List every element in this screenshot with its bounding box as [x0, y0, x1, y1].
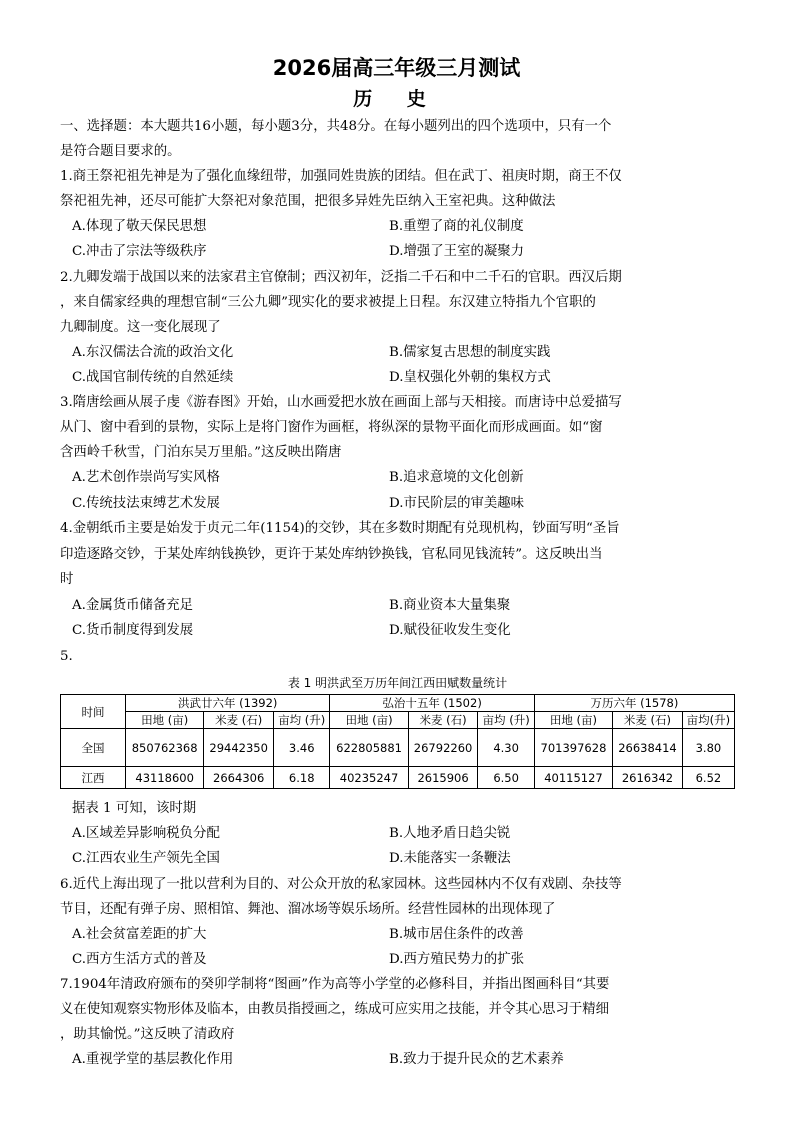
q5-number: 5. [60, 649, 73, 664]
table-header-period: 万历六年 (1578) [534, 695, 734, 712]
table-subheader: 亩均(升) [682, 712, 734, 729]
table-subheader: 田地 (亩) [330, 712, 408, 729]
table-subheader: 米麦 (石) [204, 712, 274, 729]
q4-option-b: B.商业资本大量集聚 [389, 598, 511, 613]
table-cell: 29442350 [204, 729, 274, 767]
table-cell: 26638414 [613, 729, 683, 767]
table-cell: 2616342 [613, 767, 683, 789]
table-subheader: 田地 (亩) [126, 712, 204, 729]
table-cell: 6.18 [274, 767, 330, 789]
table-subheader: 米麦 (石) [613, 712, 683, 729]
table-cell: 6.52 [682, 767, 734, 789]
q6-stem: 节目，还配有弹子房、照相馆、舞池、溜冰场等娱乐场所。经营性园林的出现体现了 [60, 902, 556, 917]
table-subheader: 田地 (亩) [534, 712, 612, 729]
table-cell: 26792260 [408, 729, 478, 767]
q4-option-a: A.金属货币储备充足 [72, 598, 194, 613]
q2-option-b: B.儒家复古思想的制度实践 [389, 345, 551, 360]
q7-option-b: B.致力于提升民众的艺术素养 [389, 1052, 564, 1067]
table-cell: 622805881 [330, 729, 408, 767]
q3-option-d: D.市民阶层的审美趣味 [389, 496, 525, 511]
q2-stem: 九卿制度。这一变化展现了 [60, 320, 221, 335]
q1-option-a: A.体现了敬天保民思想 [72, 219, 207, 234]
exam-title: 2026届高三年级三月测试 [272, 56, 521, 80]
table-cell: 2615906 [408, 767, 478, 789]
q7-stem: ，助其愉悦。”这反映了清政府 [60, 1027, 235, 1042]
table-row [61, 767, 735, 789]
table-cell: 3.80 [682, 729, 734, 767]
table-subheader: 亩均 (升) [274, 712, 330, 729]
q2-option-c: C.战国官制传统的自然延续 [72, 370, 234, 385]
table-cell: 40235247 [330, 767, 408, 789]
q1-stem: 祭祀祖先神，还尽可能扩大祭祀对象范围，把很多异姓先臣纳入王室祀典。这种做法 [60, 194, 556, 209]
q6-option-b: B.城市居住条件的改善 [389, 927, 524, 942]
q3-option-b: B.追求意境的文化创新 [389, 470, 524, 485]
q3-stem: 含西岭千秋雪，门泊东吴万里船。”这反映出隋唐 [60, 445, 342, 460]
table-cell: 2664306 [204, 767, 274, 789]
table-header-period: 弘治十五年 (1502) [330, 695, 534, 712]
table-subheader: 米麦 (石) [408, 712, 478, 729]
table-cell: 701397628 [534, 729, 612, 767]
table-cell: 6.50 [478, 767, 534, 789]
q5-option-a: A.区域差异影响税负分配 [72, 826, 220, 841]
q5-option-d: D.未能落实一条鞭法 [389, 851, 511, 866]
q3-option-c: C.传统技法束缚艺术发展 [72, 496, 220, 511]
q2-option-a: A.东汉儒法合流的政治文化 [72, 345, 234, 360]
section-instruction-cont: 是符合题目要求的。 [60, 144, 181, 159]
table-cell: 40115127 [534, 767, 612, 789]
section-instruction: 一、选择题：本大题共16小题，每小题3分，共48分。在每小题列出的四个选项中，只有一个 [60, 119, 612, 134]
table-caption: 表 1 明洪武至万历年间江西田赋数量统计 [287, 676, 508, 690]
q1-option-d: D.增强了王室的凝聚力 [389, 244, 525, 259]
q6-option-c: C.西方生活方式的普及 [72, 952, 207, 967]
q5-stem: 据表 1 可知，该时期 [72, 801, 197, 816]
q4-option-c: C.货币制度得到发展 [72, 623, 194, 638]
q1-option-b: B.重塑了商的礼仪制度 [389, 219, 524, 234]
q2-stem: 2.九卿发端于战国以来的法家君主官僚制；西汉初年，泛指二千石和中二千石的官职。西汉后期 [60, 270, 622, 285]
row-label: 全国 [61, 729, 126, 767]
q2-stem: ，来自儒家经典的理想官制“三公九卿”现实化的要求被提上日程。东汉建立特指九个官职的 [60, 295, 596, 310]
q3-stem: 从门、窗中看到的景物，实际上是将门窗作为画框，将纵深的景物平面化而形成画面。如“窗 [60, 420, 603, 435]
table-header-time: 时间 [61, 695, 126, 729]
table-header-period: 洪武廿六年 (1392) [126, 695, 330, 712]
subject-title: 历 史 [353, 88, 440, 110]
q5-option-c: C.江西农业生产领先全国 [72, 851, 220, 866]
table-cell: 43118600 [126, 767, 204, 789]
q4-option-d: D.赋役征收发生变化 [389, 623, 511, 638]
q2-option-d: D.皇权强化外朝的集权方式 [389, 370, 551, 385]
q1-option-c: C.冲击了宗法等级秩序 [72, 244, 207, 259]
row-label: 江西 [61, 767, 126, 789]
tax-table [60, 694, 735, 789]
q3-stem: 3.隋唐绘画从展子虔《游春图》开始，山水画爱把水放在画面上部与天相接。而唐诗中总爱描写 [60, 395, 622, 410]
table-cell: 4.30 [478, 729, 534, 767]
table-subheader: 亩均 (升) [478, 712, 534, 729]
q7-stem: 义在使知观察实物形体及临本，由教员指授画之，练成可应实用之技能，并令其心思习于精细 [60, 1002, 610, 1017]
q7-option-a: A.重视学堂的基层教化作用 [72, 1052, 234, 1067]
q6-option-d: D.西方殖民势力的扩张 [389, 952, 525, 967]
table-cell: 3.46 [274, 729, 330, 767]
q4-stem: 时 [60, 572, 74, 587]
table-cell: 850762368 [126, 729, 204, 767]
q5-option-b: B.人地矛盾日趋尖锐 [389, 826, 511, 841]
table-row [61, 729, 735, 767]
q1-stem: 1.商王祭祀祖先神是为了强化血缘纽带，加强同姓贵族的团结。但在武丁、祖庚时期，商王不仅 [60, 169, 622, 184]
q6-option-a: A.社会贫富差距的扩大 [72, 927, 207, 942]
q6-stem: 6.近代上海出现了一批以营利为目的、对公众开放的私家园林。这些园林内不仅有戏剧、杂技等 [60, 877, 622, 892]
q3-option-a: A.艺术创作崇尚写实风格 [72, 470, 220, 485]
q4-stem: 印造逐路交钞，于某处库纳钱换钞，更许于某处库纳钞换钱，官私同见钱流转”。这反映出当 [60, 547, 603, 562]
q4-stem: 4.金朝纸币主要是始发于贞元二年(1154)的交钞，其在多数时期配有兑现机构，钞面写明“圣旨 [60, 521, 620, 536]
q7-stem: 7.1904年清政府颁布的癸卯学制将“图画”作为高等小学堂的必修科目，并指出图画科目“其要 [60, 977, 610, 992]
